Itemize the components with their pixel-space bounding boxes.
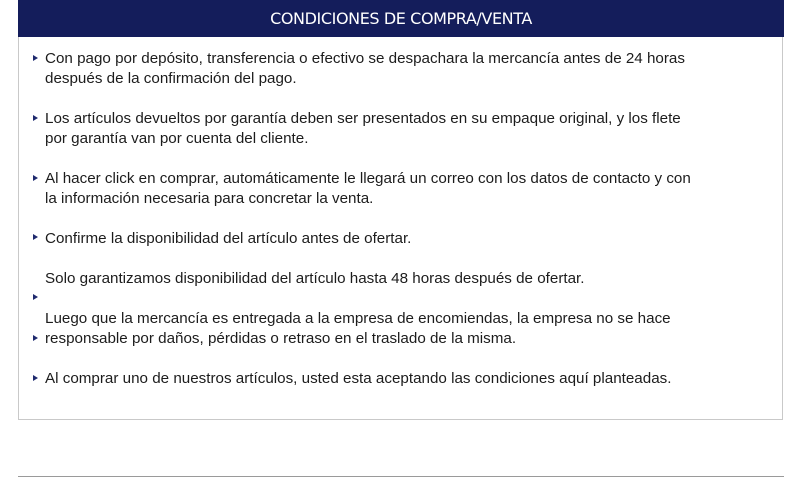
condition-line: Los artículos devueltos por garantía deben ser presentados en su empaque original, y los flete (45, 110, 681, 127)
bullet-icon (33, 335, 38, 341)
condition-line: después de la confirmación del pago. (45, 70, 297, 87)
condition-line: responsable por daños, pérdidas o retraso en el traslado de la misma. (45, 330, 517, 347)
bullet-icon (33, 115, 38, 121)
condition-line: Luego que la mercancía es entregada a la empresa de encomiendas, la empresa no se hace (45, 310, 671, 327)
bullet-icon (33, 294, 38, 300)
condition-line: por garantía van por cuenta del cliente. (45, 130, 309, 147)
bullet-icon (33, 55, 38, 61)
bullet-icon (33, 375, 38, 381)
conditions-header (18, 0, 784, 37)
bullet-icon (33, 234, 38, 240)
condition-line: Solo garantizamos disponibilidad del artículo hasta 48 horas después de ofertar. (45, 270, 585, 287)
condition-line: Al comprar uno de nuestros artículos, usted esta aceptando las condiciones aquí planteadas. (45, 370, 672, 387)
condition-line: Al hacer click en comprar, automáticamente le llegará un correo con los datos de contacto y con (45, 170, 691, 187)
condition-line: la información necesaria para concretar la venta. (45, 190, 374, 207)
condition-line: Con pago por depósito, transferencia o efectivo se despachara la mercancía antes de 24 horas (45, 50, 685, 67)
condition-line: Confirme la disponibilidad del artículo antes de ofertar. (45, 230, 412, 247)
conditions-title: CONDICIONES DE COMPRA/VENTA (270, 9, 532, 28)
bullet-icon (33, 175, 38, 181)
